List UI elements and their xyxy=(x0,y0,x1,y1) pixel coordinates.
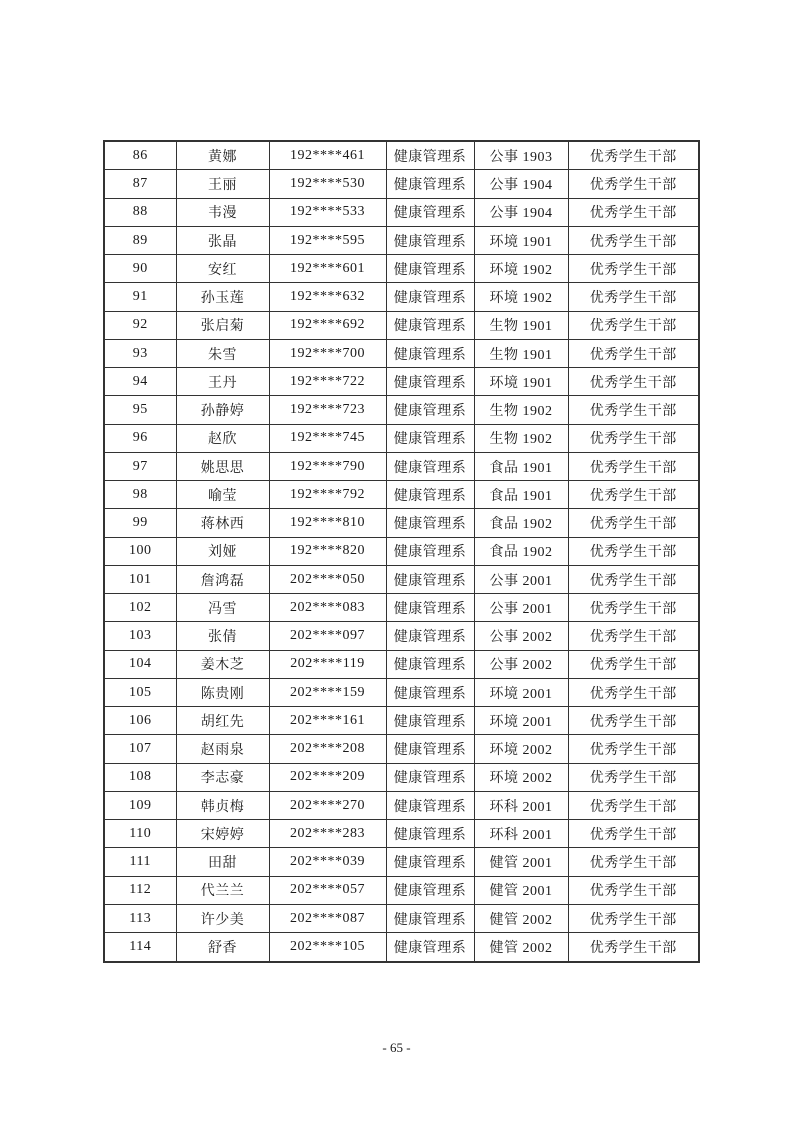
cell-class: 公事 1903 xyxy=(474,141,568,170)
page-number: - 65 - xyxy=(382,1040,411,1055)
table-row xyxy=(104,791,699,819)
cell-department: 健康管理系 xyxy=(386,141,474,170)
cell-department: 健康管理系 xyxy=(386,170,474,198)
cell-seq-number: 113 xyxy=(104,904,176,932)
cell-department: 健康管理系 xyxy=(386,537,474,565)
table-row xyxy=(104,848,699,876)
cell-award-title: 优秀学生干部 xyxy=(568,820,699,848)
table-row xyxy=(104,933,699,962)
cell-class: 公事 2002 xyxy=(474,622,568,650)
cell-student-name: 孙玉莲 xyxy=(176,283,269,311)
cell-department: 健康管理系 xyxy=(386,255,474,283)
cell-award-title: 优秀学生干部 xyxy=(568,876,699,904)
cell-award-title: 优秀学生干部 xyxy=(568,933,699,962)
cell-student-name: 代兰兰 xyxy=(176,876,269,904)
cell-award-title: 优秀学生干部 xyxy=(568,650,699,678)
cell-class: 公事 2001 xyxy=(474,594,568,622)
cell-department: 健康管理系 xyxy=(386,876,474,904)
cell-seq-number: 88 xyxy=(104,198,176,226)
cell-student-id: 202****119 xyxy=(269,650,386,678)
cell-class: 环境 2002 xyxy=(474,735,568,763)
cell-award-title: 优秀学生干部 xyxy=(568,452,699,480)
cell-student-id: 192****461 xyxy=(269,141,386,170)
table-body xyxy=(104,141,699,962)
cell-department: 健康管理系 xyxy=(386,650,474,678)
cell-award-title: 优秀学生干部 xyxy=(568,170,699,198)
cell-seq-number: 102 xyxy=(104,594,176,622)
table-row xyxy=(104,820,699,848)
cell-student-name: 许少美 xyxy=(176,904,269,932)
cell-seq-number: 104 xyxy=(104,650,176,678)
cell-seq-number: 93 xyxy=(104,339,176,367)
cell-seq-number: 96 xyxy=(104,424,176,452)
cell-department: 健康管理系 xyxy=(386,424,474,452)
table-row xyxy=(104,509,699,537)
cell-student-id: 202****105 xyxy=(269,933,386,962)
cell-seq-number: 111 xyxy=(104,848,176,876)
cell-department: 健康管理系 xyxy=(386,848,474,876)
cell-department: 健康管理系 xyxy=(386,933,474,962)
cell-award-title: 优秀学生干部 xyxy=(568,763,699,791)
table-row xyxy=(104,452,699,480)
cell-department: 健康管理系 xyxy=(386,339,474,367)
cell-award-title: 优秀学生干部 xyxy=(568,226,699,254)
cell-student-name: 朱雪 xyxy=(176,339,269,367)
cell-student-name: 安红 xyxy=(176,255,269,283)
table-row xyxy=(104,876,699,904)
table-row xyxy=(104,141,699,170)
cell-student-id: 202****209 xyxy=(269,763,386,791)
table-row xyxy=(104,396,699,424)
table-row xyxy=(104,481,699,509)
cell-department: 健康管理系 xyxy=(386,791,474,819)
cell-class: 环境 2002 xyxy=(474,763,568,791)
cell-student-name: 姜木芝 xyxy=(176,650,269,678)
cell-class: 公事 2001 xyxy=(474,565,568,593)
cell-student-name: 孙静婷 xyxy=(176,396,269,424)
cell-department: 健康管理系 xyxy=(386,820,474,848)
cell-award-title: 优秀学生干部 xyxy=(568,537,699,565)
cell-award-title: 优秀学生干部 xyxy=(568,481,699,509)
cell-student-id: 192****530 xyxy=(269,170,386,198)
cell-department: 健康管理系 xyxy=(386,904,474,932)
cell-student-name: 詹鸿磊 xyxy=(176,565,269,593)
cell-award-title: 优秀学生干部 xyxy=(568,255,699,283)
cell-class: 生物 1901 xyxy=(474,339,568,367)
cell-seq-number: 95 xyxy=(104,396,176,424)
cell-award-title: 优秀学生干部 xyxy=(568,707,699,735)
cell-student-name: 赵欣 xyxy=(176,424,269,452)
cell-award-title: 优秀学生干部 xyxy=(568,396,699,424)
table-row xyxy=(104,368,699,396)
cell-student-id: 202****039 xyxy=(269,848,386,876)
cell-seq-number: 98 xyxy=(104,481,176,509)
cell-award-title: 优秀学生干部 xyxy=(568,791,699,819)
cell-student-name: 张晶 xyxy=(176,226,269,254)
cell-seq-number: 89 xyxy=(104,226,176,254)
student-awards-table xyxy=(103,140,700,963)
cell-seq-number: 109 xyxy=(104,791,176,819)
cell-class: 公事 2002 xyxy=(474,650,568,678)
table-row xyxy=(104,255,699,283)
cell-seq-number: 90 xyxy=(104,255,176,283)
cell-student-id: 192****722 xyxy=(269,368,386,396)
table-row xyxy=(104,424,699,452)
cell-class: 健管 2002 xyxy=(474,933,568,962)
cell-student-id: 202****050 xyxy=(269,565,386,593)
cell-award-title: 优秀学生干部 xyxy=(568,622,699,650)
table-row xyxy=(104,650,699,678)
cell-class: 环境 1901 xyxy=(474,226,568,254)
cell-student-name: 韦漫 xyxy=(176,198,269,226)
cell-department: 健康管理系 xyxy=(386,396,474,424)
table-row xyxy=(104,565,699,593)
cell-department: 健康管理系 xyxy=(386,226,474,254)
cell-award-title: 优秀学生干部 xyxy=(568,565,699,593)
cell-student-name: 陈贵刚 xyxy=(176,678,269,706)
cell-award-title: 优秀学生干部 xyxy=(568,311,699,339)
cell-seq-number: 97 xyxy=(104,452,176,480)
cell-award-title: 优秀学生干部 xyxy=(568,509,699,537)
cell-seq-number: 94 xyxy=(104,368,176,396)
cell-seq-number: 86 xyxy=(104,141,176,170)
cell-student-id: 192****601 xyxy=(269,255,386,283)
cell-seq-number: 110 xyxy=(104,820,176,848)
table-row xyxy=(104,678,699,706)
cell-class: 食品 1902 xyxy=(474,509,568,537)
cell-seq-number: 114 xyxy=(104,933,176,962)
cell-seq-number: 92 xyxy=(104,311,176,339)
cell-award-title: 优秀学生干部 xyxy=(568,904,699,932)
cell-class: 环境 2001 xyxy=(474,707,568,735)
cell-class: 环科 2001 xyxy=(474,820,568,848)
cell-department: 健康管理系 xyxy=(386,594,474,622)
cell-class: 环境 1902 xyxy=(474,283,568,311)
cell-student-name: 蒋林西 xyxy=(176,509,269,537)
cell-class: 环境 1902 xyxy=(474,255,568,283)
cell-seq-number: 103 xyxy=(104,622,176,650)
cell-student-id: 202****208 xyxy=(269,735,386,763)
cell-class: 公事 1904 xyxy=(474,198,568,226)
cell-class: 食品 1901 xyxy=(474,481,568,509)
cell-department: 健康管理系 xyxy=(386,735,474,763)
cell-department: 健康管理系 xyxy=(386,452,474,480)
cell-student-id: 202****087 xyxy=(269,904,386,932)
cell-department: 健康管理系 xyxy=(386,481,474,509)
cell-student-id: 202****161 xyxy=(269,707,386,735)
cell-award-title: 优秀学生干部 xyxy=(568,198,699,226)
cell-student-id: 192****595 xyxy=(269,226,386,254)
cell-student-id: 192****723 xyxy=(269,396,386,424)
cell-department: 健康管理系 xyxy=(386,368,474,396)
cell-student-id: 202****283 xyxy=(269,820,386,848)
table-row xyxy=(104,735,699,763)
cell-student-name: 田甜 xyxy=(176,848,269,876)
cell-award-title: 优秀学生干部 xyxy=(568,848,699,876)
cell-department: 健康管理系 xyxy=(386,198,474,226)
cell-seq-number: 87 xyxy=(104,170,176,198)
cell-class: 食品 1901 xyxy=(474,452,568,480)
table-row xyxy=(104,594,699,622)
cell-class: 环境 1901 xyxy=(474,368,568,396)
cell-award-title: 优秀学生干部 xyxy=(568,368,699,396)
cell-student-name: 王丽 xyxy=(176,170,269,198)
cell-class: 生物 1902 xyxy=(474,396,568,424)
cell-student-name: 姚思思 xyxy=(176,452,269,480)
cell-student-name: 张倩 xyxy=(176,622,269,650)
table-row xyxy=(104,339,699,367)
cell-student-name: 赵雨泉 xyxy=(176,735,269,763)
cell-department: 健康管理系 xyxy=(386,565,474,593)
cell-class: 环境 2001 xyxy=(474,678,568,706)
table-row xyxy=(104,622,699,650)
cell-seq-number: 100 xyxy=(104,537,176,565)
cell-award-title: 优秀学生干部 xyxy=(568,735,699,763)
cell-award-title: 优秀学生干部 xyxy=(568,678,699,706)
cell-student-id: 192****820 xyxy=(269,537,386,565)
cell-student-name: 刘娅 xyxy=(176,537,269,565)
cell-department: 健康管理系 xyxy=(386,509,474,537)
cell-student-name: 冯雪 xyxy=(176,594,269,622)
cell-seq-number: 101 xyxy=(104,565,176,593)
table-row xyxy=(104,226,699,254)
cell-seq-number: 108 xyxy=(104,763,176,791)
table-row xyxy=(104,904,699,932)
cell-seq-number: 106 xyxy=(104,707,176,735)
cell-student-name: 舒香 xyxy=(176,933,269,962)
cell-student-id: 192****692 xyxy=(269,311,386,339)
cell-student-name: 宋婷婷 xyxy=(176,820,269,848)
cell-class: 生物 1902 xyxy=(474,424,568,452)
cell-student-name: 李志豪 xyxy=(176,763,269,791)
cell-seq-number: 105 xyxy=(104,678,176,706)
cell-class: 健管 2001 xyxy=(474,876,568,904)
cell-student-id: 202****057 xyxy=(269,876,386,904)
cell-student-id: 192****745 xyxy=(269,424,386,452)
table-row xyxy=(104,283,699,311)
cell-student-id: 192****810 xyxy=(269,509,386,537)
cell-student-id: 192****533 xyxy=(269,198,386,226)
cell-student-id: 202****159 xyxy=(269,678,386,706)
cell-department: 健康管理系 xyxy=(386,763,474,791)
cell-class: 生物 1901 xyxy=(474,311,568,339)
cell-student-id: 192****792 xyxy=(269,481,386,509)
table-row xyxy=(104,707,699,735)
cell-seq-number: 107 xyxy=(104,735,176,763)
cell-student-name: 王丹 xyxy=(176,368,269,396)
cell-student-name: 张启菊 xyxy=(176,311,269,339)
cell-class: 健管 2002 xyxy=(474,904,568,932)
cell-award-title: 优秀学生干部 xyxy=(568,424,699,452)
cell-department: 健康管理系 xyxy=(386,707,474,735)
cell-student-name: 韩贞梅 xyxy=(176,791,269,819)
cell-department: 健康管理系 xyxy=(386,622,474,650)
cell-student-name: 黄娜 xyxy=(176,141,269,170)
table-row xyxy=(104,537,699,565)
cell-class: 环科 2001 xyxy=(474,791,568,819)
cell-seq-number: 99 xyxy=(104,509,176,537)
cell-student-id: 202****097 xyxy=(269,622,386,650)
cell-class: 公事 1904 xyxy=(474,170,568,198)
cell-student-id: 192****632 xyxy=(269,283,386,311)
cell-award-title: 优秀学生干部 xyxy=(568,141,699,170)
cell-class: 食品 1902 xyxy=(474,537,568,565)
cell-award-title: 优秀学生干部 xyxy=(568,283,699,311)
cell-seq-number: 91 xyxy=(104,283,176,311)
cell-award-title: 优秀学生干部 xyxy=(568,339,699,367)
cell-class: 健管 2001 xyxy=(474,848,568,876)
cell-department: 健康管理系 xyxy=(386,311,474,339)
cell-student-name: 喻莹 xyxy=(176,481,269,509)
cell-student-id: 202****270 xyxy=(269,791,386,819)
table-row xyxy=(104,170,699,198)
cell-student-name: 胡红先 xyxy=(176,707,269,735)
cell-department: 健康管理系 xyxy=(386,678,474,706)
cell-award-title: 优秀学生干部 xyxy=(568,594,699,622)
cell-student-id: 192****700 xyxy=(269,339,386,367)
cell-department: 健康管理系 xyxy=(386,283,474,311)
cell-student-id: 192****790 xyxy=(269,452,386,480)
table-row xyxy=(104,198,699,226)
table-row xyxy=(104,763,699,791)
cell-student-id: 202****083 xyxy=(269,594,386,622)
cell-seq-number: 112 xyxy=(104,876,176,904)
table-row xyxy=(104,311,699,339)
